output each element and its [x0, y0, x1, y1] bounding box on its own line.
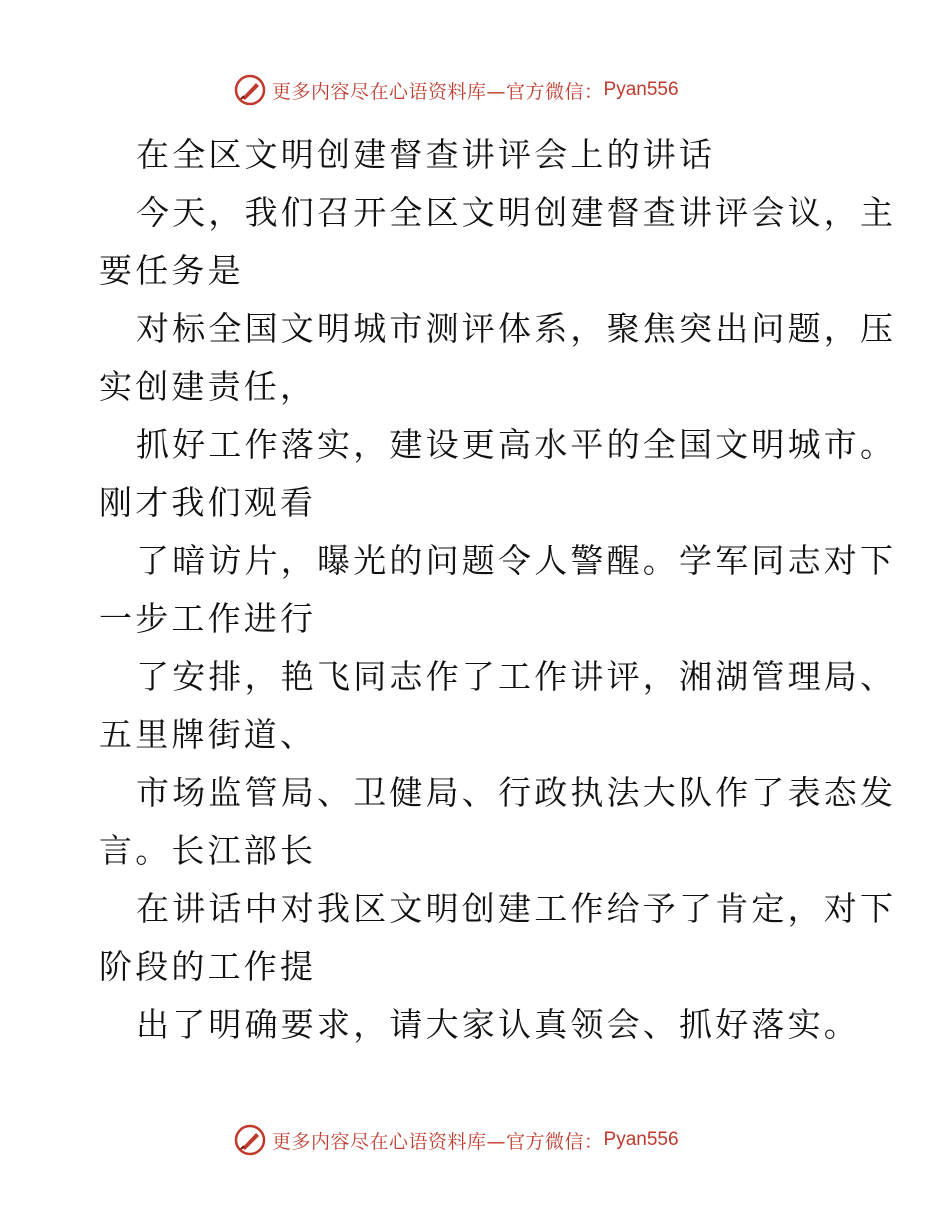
header-banner-text: 更多内容尽在心语资料库—官方微信：	[272, 80, 604, 103]
paragraph-line: 要任务是	[99, 251, 244, 290]
paragraph-line: 对标全国文明城市测评体系，聚焦突出问题，压	[136, 309, 897, 348]
paragraph-line: 一步工作进行	[99, 599, 317, 638]
document-body	[99, 126, 897, 1054]
header-wechat-id: Pyan556	[603, 79, 679, 100]
footer-wechat-id: Pyan556	[603, 1129, 679, 1150]
paragraph-line: 在讲话中对我区文明创建工作给予了肯定，对下	[136, 889, 897, 928]
document-title: 在全区文明创建督查讲评会上的讲话	[136, 135, 716, 174]
quill-seal-icon	[234, 1124, 266, 1156]
paragraph-line: 了暗访片，曝光的问题令人警醒。学军同志对下	[136, 541, 897, 580]
paragraph-line: 市场监管局、卫健局、行政执法大队作了表态发	[136, 773, 897, 812]
paragraph-line: 言。长江部长	[99, 831, 317, 870]
paragraph-line: 五里牌街道、	[99, 715, 317, 754]
footer-banner-text: 更多内容尽在心语资料库—官方微信：	[272, 1130, 604, 1153]
paragraph-line: 抓好工作落实，建设更高水平的全国文明城市。	[136, 425, 897, 464]
quill-seal-icon	[234, 74, 266, 106]
footer-banner[interactable]	[234, 1123, 679, 1157]
paragraph-line: 今天，我们召开全区文明创建督查讲评会议，主	[136, 193, 897, 232]
header-banner[interactable]	[234, 73, 679, 107]
paragraph-line: 出了明确要求，请大家认真领会、抓好落实。	[136, 1005, 860, 1044]
paragraph-line: 实创建责任，	[99, 367, 317, 406]
paragraph-line: 刚才我们观看	[99, 483, 317, 522]
paragraph-line: 阶段的工作提	[99, 947, 317, 986]
paragraph-line: 了安排，艳飞同志作了工作讲评，湘湖管理局、	[136, 657, 897, 696]
